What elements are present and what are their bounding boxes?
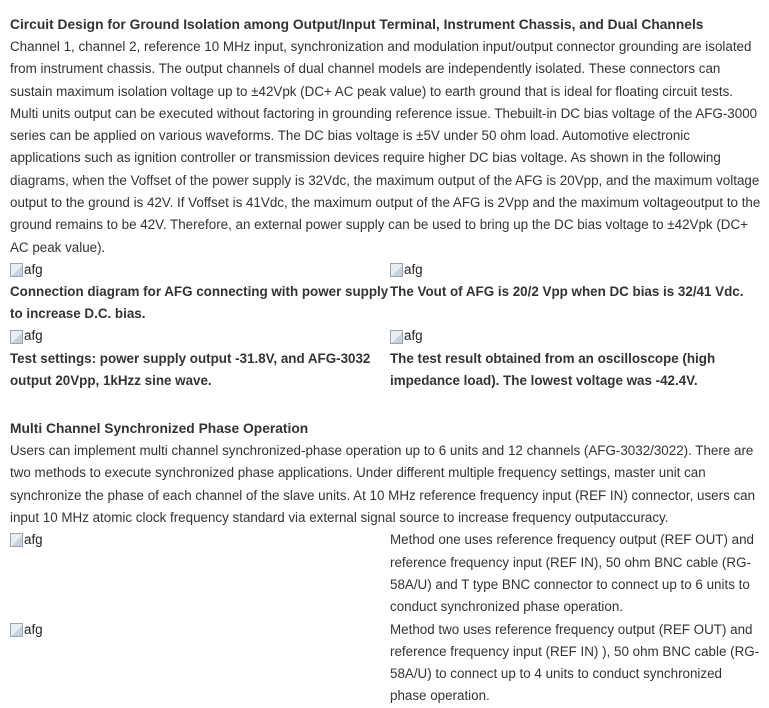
image-alt-text: afg	[404, 261, 423, 277]
section-body-sync-phase: Users can implement multi channel synchronized-phase operation up to 6 units and 12 channels (AFG-3032/3022). There are two methods to execute synchronized phase applications. Under different multiple frequency settings, master unit can synchronize the phase of each channel of the slave units. At 10 MHz reference frequency input (REF IN) connector, users can input 10 MHz atomic clock frequency standard via external signal source to increase frequency outputaccuracy.	[10, 443, 756, 526]
image-alt-text: afg	[24, 261, 43, 277]
method-one	[10, 529, 761, 618]
figure-caption: The test result obtained from an oscilloscope (high impedance load). The lowest voltage was -42.4V.	[390, 350, 716, 388]
image-alt-text: afg	[24, 532, 43, 548]
broken-image-icon	[10, 623, 23, 637]
method-one-text: Method one uses reference frequency output (REF OUT) and reference frequency input (REF IN), 50 ohm BNC cable (RG-58A/U) and T type BNC connector to connect up to 6 units to conduct synchronized phase operation.	[390, 532, 754, 615]
broken-image	[390, 259, 760, 281]
broken-image-icon	[10, 330, 23, 344]
broken-image	[10, 619, 390, 708]
broken-image-icon	[390, 263, 403, 277]
method-two-text: Method two uses reference frequency output (REF OUT) and reference frequency input (REF IN) ), 50 ohm BNC cable (RG-58A/U) to connect up to 4 units to conduct synchronized phase operation.	[390, 621, 760, 704]
figure-test-settings	[10, 326, 390, 393]
broken-image	[10, 326, 390, 348]
broken-image-icon	[390, 330, 403, 344]
broken-image	[10, 259, 390, 281]
broken-image	[390, 326, 760, 348]
method-two	[10, 619, 761, 708]
section-synchronized-phase	[10, 418, 761, 708]
section-title-ground-isolation: Circuit Design for Ground Isolation among Output/Input Terminal, Instrument Chassis, and Dual Channels	[10, 17, 704, 32]
broken-image-icon	[10, 263, 23, 277]
figure-caption: The Vout of AFG is 20/2 Vpp when DC bias is 32/41 Vdc.	[390, 283, 744, 299]
figure-vout	[390, 259, 760, 326]
figure-caption: Test settings: power supply output -31.8V, and AFG-3032 output 20Vpp, 1kHzz sine wave.	[10, 350, 371, 388]
section-body-ground-isolation: Channel 1, channel 2, reference 10 MHz input, synchronization and modulation input/output connector grounding are isolated from instrument chassis. The output channels of dual channel models are independently isolated. These connectors can sustain maximum isolation voltage up to ±42Vpk (DC+ AC peak value) to earth ground that is ideal for floating circuit tests. Multi units output can be executed without factoring in grounding reference issue. Thebuilt-in DC bias voltage of the AFG-3000 series can be applied on various waveforms. The DC bias voltage is ±5V under 50 ohm load. Automotive electronic applications such as ignition controller or transmission devices require higher DC bias voltage. As shown in the following diagrams, when the Voffset of the power supply is 32Vdc, the maximum output of the AFG is 20Vpp, and the maximum voltage output to the ground is 42V. If Voffset is 41Vdc, the maximum output of the AFG is 2Vpp and the maximum voltageoutput to the ground remains to be 42V. Therefore, an external power supply can be used to bring up the DC bias voltage to ±42Vpk (DC+ AC peak value).	[10, 39, 761, 255]
figure-connection-diagram	[10, 259, 390, 326]
figure-caption: Connection diagram for AFG connecting with power supply to increase D.C. bias.	[10, 283, 389, 322]
image-alt-text: afg	[24, 328, 43, 344]
broken-image	[10, 529, 390, 618]
figure-test-result	[390, 326, 760, 393]
broken-image-icon	[10, 533, 23, 547]
section-title-sync-phase: Multi Channel Synchronized Phase Operation	[10, 421, 309, 437]
figure-grid	[10, 259, 761, 392]
image-alt-text: afg	[404, 328, 423, 344]
image-alt-text: afg	[24, 621, 43, 637]
